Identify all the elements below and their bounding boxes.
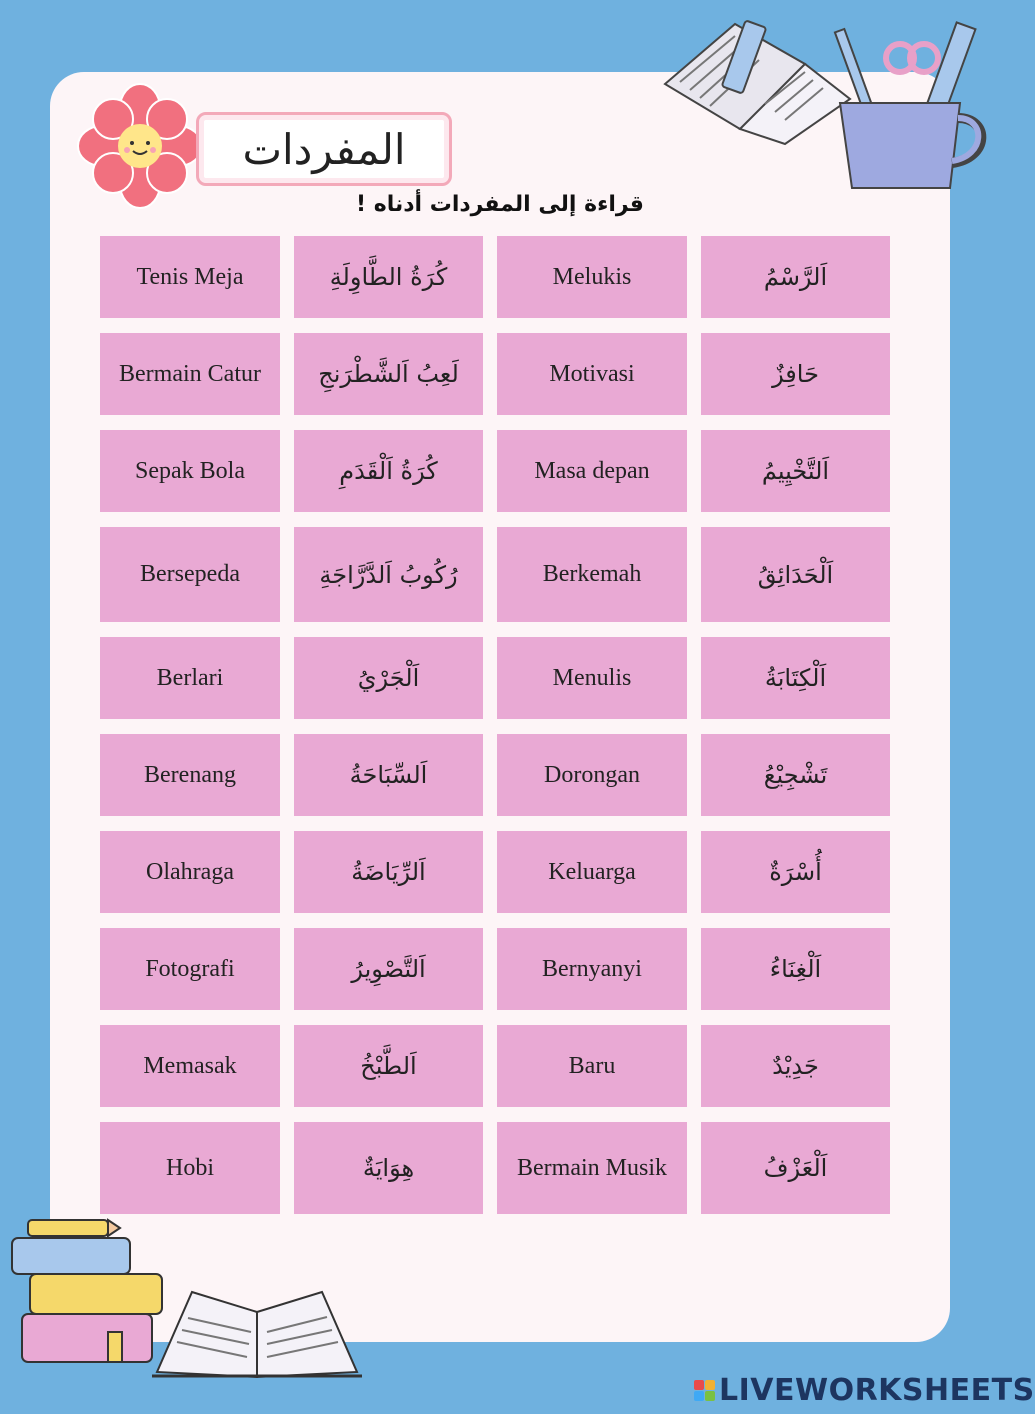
arabic-word-cell: اَلتَّصْوِيرُ bbox=[294, 928, 483, 1010]
arabic-word-cell: اَلرِّيَاضَةُ bbox=[294, 831, 483, 913]
arabic-word-cell: اَلْعَزْفُ bbox=[701, 1122, 890, 1214]
book-stack-icon bbox=[8, 1212, 168, 1372]
arabic-word-cell: تَشْجِيْعُ bbox=[701, 734, 890, 816]
arabic-word-cell: حَافِزٌ bbox=[701, 333, 890, 415]
indonesian-word-cell: Menulis bbox=[497, 637, 687, 719]
indonesian-word-cell: Baru bbox=[497, 1025, 687, 1107]
arabic-word-cell: جَدِيْدٌ bbox=[701, 1025, 890, 1107]
indonesian-word-cell: Berlari bbox=[100, 637, 280, 719]
flower-icon bbox=[80, 86, 200, 206]
page-title: المفردات bbox=[242, 124, 406, 174]
arabic-word-cell: اَلسِّبَاحَةُ bbox=[294, 734, 483, 816]
indonesian-word-cell: Bermain Catur bbox=[100, 333, 280, 415]
indonesian-word-cell: Hobi bbox=[100, 1122, 280, 1214]
arabic-word-cell: اَلْحَدَائِقُ bbox=[701, 527, 890, 622]
logo-icon bbox=[694, 1380, 715, 1401]
indonesian-word-cell: Olahraga bbox=[100, 831, 280, 913]
indonesian-word-cell: Masa depan bbox=[497, 430, 687, 512]
open-book-small-icon bbox=[152, 1272, 362, 1382]
arabic-word-cell: لَعِبُ اَلشَّطْرَنجِ bbox=[294, 333, 483, 415]
arabic-word-cell: أُسْرَةٌ bbox=[701, 831, 890, 913]
indonesian-word-cell: Bermain Musik bbox=[497, 1122, 687, 1214]
arabic-word-cell: اَلتَّخْيِيمُ bbox=[701, 430, 890, 512]
indonesian-word-cell: Tenis Meja bbox=[100, 236, 280, 318]
indonesian-word-cell: Memasak bbox=[100, 1025, 280, 1107]
arabic-word-cell: اَلْكِتَابَةُ bbox=[701, 637, 890, 719]
indonesian-word-cell: Sepak Bola bbox=[100, 430, 280, 512]
brand-text: LIVEWORKSHEETS bbox=[719, 1372, 1035, 1408]
arabic-word-cell: اَلرَّسْمُ bbox=[701, 236, 890, 318]
arabic-word-cell: هِوَايَةٌ bbox=[294, 1122, 483, 1214]
indonesian-word-cell: Bernyanyi bbox=[497, 928, 687, 1010]
indonesian-word-cell: Bersepeda bbox=[100, 527, 280, 622]
arabic-word-cell: رُكُوبُ اَلدَّرَّاجَةِ bbox=[294, 527, 483, 622]
arabic-word-cell: اَلْجَرْيُ bbox=[294, 637, 483, 719]
arabic-word-cell: اَلطَّبْخُ bbox=[294, 1025, 483, 1107]
indonesian-word-cell: Berenang bbox=[100, 734, 280, 816]
indonesian-word-cell: Motivasi bbox=[497, 333, 687, 415]
indonesian-word-cell: Berkemah bbox=[497, 527, 687, 622]
instruction-text: قراءة إلى المفردات أدناه ! bbox=[356, 192, 644, 217]
arabic-word-cell: اَلْغِنَاءُ bbox=[701, 928, 890, 1010]
indonesian-word-cell: Keluarga bbox=[497, 831, 687, 913]
indonesian-word-cell: Melukis bbox=[497, 236, 687, 318]
arabic-word-cell: كُرَةُ الطَّاوِلَةِ bbox=[294, 236, 483, 318]
pencil-cup-icon bbox=[820, 18, 995, 198]
brand-logo bbox=[694, 1372, 1035, 1408]
arabic-word-cell: كُرَةُ اَلْقَدَمِ bbox=[294, 430, 483, 512]
indonesian-word-cell: Fotografi bbox=[100, 928, 280, 1010]
indonesian-word-cell: Dorongan bbox=[497, 734, 687, 816]
